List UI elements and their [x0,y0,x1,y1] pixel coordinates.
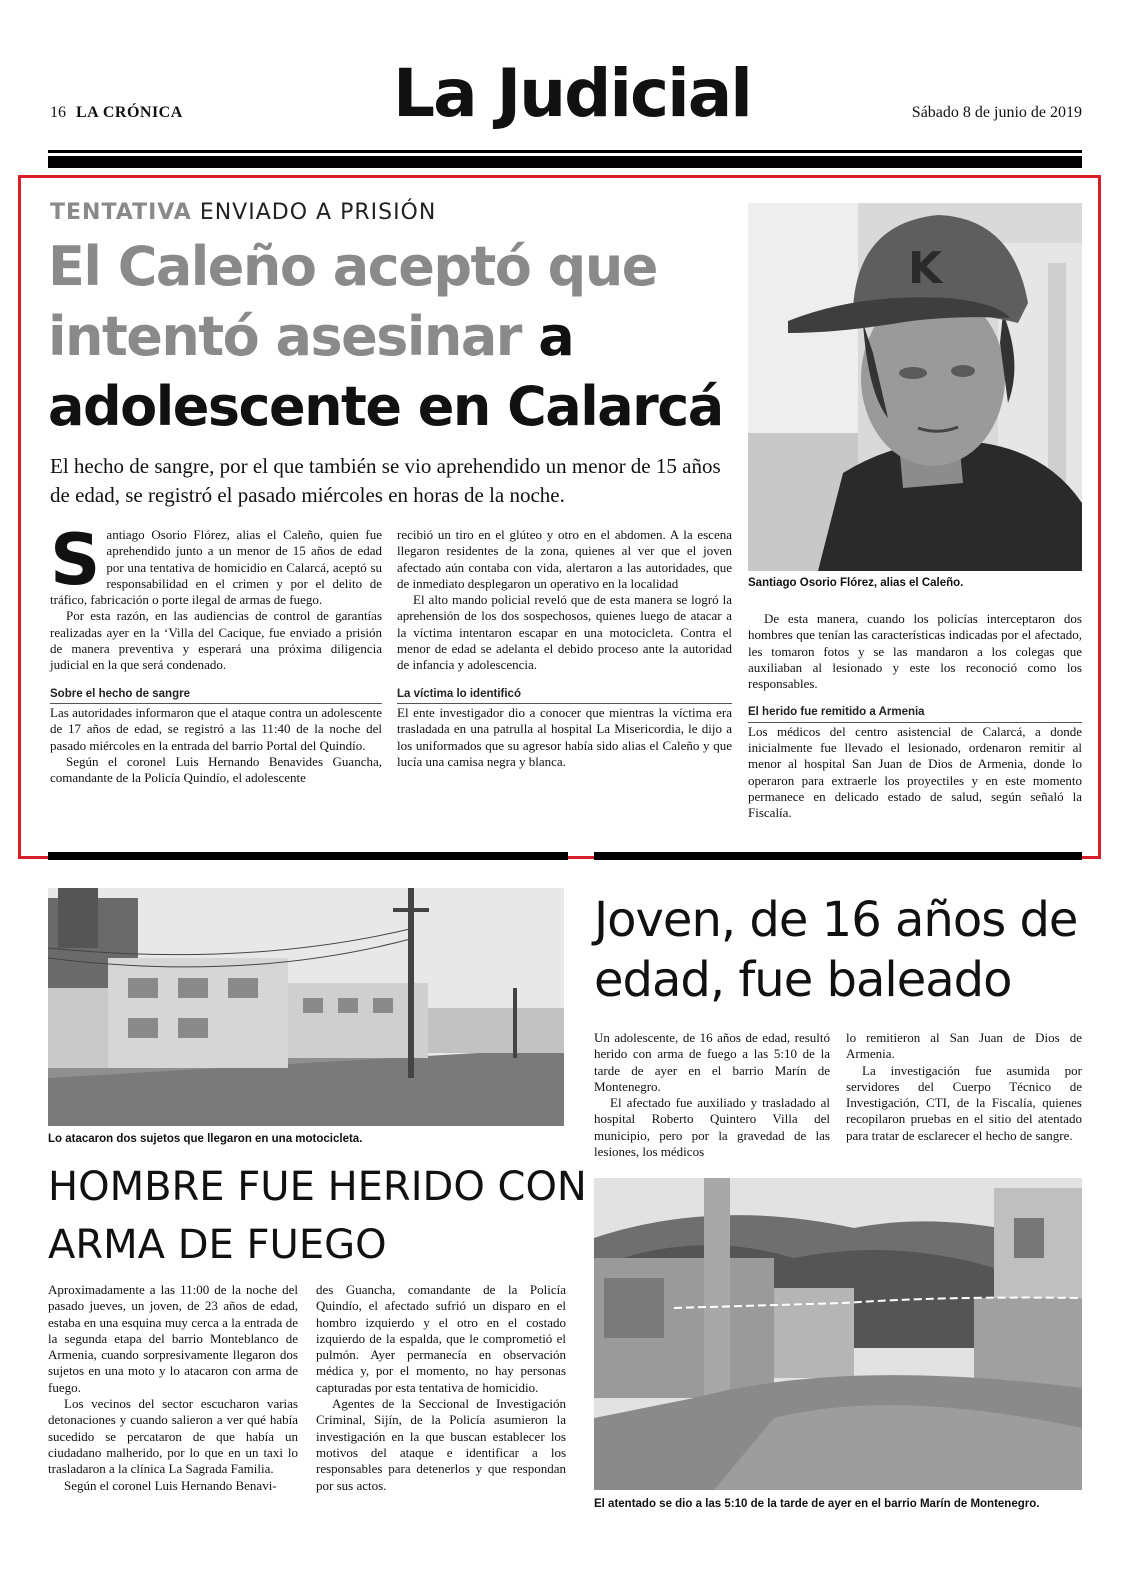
story2-paragraph: Según el coronel Luis Hernando Benavi- [64,1477,277,1493]
page-number: 16 [50,104,66,121]
headline-gray-part: El Caleño aceptó que intentó asesinar [48,235,657,368]
story3-column-1 [594,1030,830,1160]
story1-paragraph: Los médicos del centro asistencial de Calarcá, a donde inicialmente fue llevado el lesionado, ordenaron remitir al menor al hospital San Juan de Dios de Armenia, donde lo operaron para extraerle los proyectiles y en este momento permanece en delicado estado de salud, según señaló la Fiscalía. [748,723,1082,821]
crime-scene-illustration [594,1178,1082,1490]
story2-paragraph: Los vecinos del sector escucharon varias detonaciones y cuando salieron a ver qué había sucedido se percataron de que había un ciudadano malherido, por lo que en un taxi lo trasladaron a la clínica La Sagrada Familia. [48,1396,298,1477]
story1-paragraph: Las autoridades informaron que el ataque contra un adolescente de 17 años de edad, se registró a las 11:40 de la noche del pasado miércoles en la entrada del barrio Portal del Quindío. [50,704,382,753]
street-photo [48,888,564,1126]
story3-paragraph: El afectado fue auxiliado y trasladado al hospital Roberto Quintero Villa del municipio, pero por la gravedad de las lesiones, los médicos [594,1095,830,1160]
headline-dark-part: a adolescente en Calarcá [48,305,723,438]
story1-headline [48,232,748,442]
story1-subhead: El herido fue remitido a Armenia [748,704,1082,722]
story3-column-2 [846,1030,1082,1144]
story1-subhead: La víctima lo identificó [397,686,732,704]
story1-paragraph: Por esta razón, en las audiencias de control de garantías realizadas ayer en la ‘Villa del Cacique, fue enviado a prisión de manera preventiva y esperará una próxima diligencia judicial en la que será condenado. [50,608,382,673]
story2-column-1 [48,1282,298,1494]
story1-paragraph: El ente investigador dio a conocer que mientras la víctima era trasladada en una patrulla al hospital La Misericordia, le dijo a los uniformados que su agresor había sido alias el Caleño y que lucía una camisa negra y blanca. [397,704,732,769]
kicker-label: TENTATIVA [50,200,192,225]
story3-paragraph: Un adolescente, de 16 años de edad, resultó herido con arma de fuego a las 5:10 de la tarde de ayer en el barrio Marín de Montenegro. [594,1030,830,1094]
story3-paragraph: lo remitieron al San Juan de Dios de Armenia. [846,1030,1082,1062]
issue-date: Sábado 8 de junio de 2019 [911,104,1082,121]
story2-paragraph: Aproximadamente a las 11:00 de la noche del pasado jueves, un joven, de 23 años de edad, estaba en una esquina muy cerca a la entrada de la segunda etapa del barrio Monteblanco de Armenia, cuando sorpresivamente llegaron dos sujetos en una moto y lo atacaron con arma de fuego. [48,1282,298,1395]
story1-paragraph: antiago Osorio Flórez, alias el Caleño, quien fue aprehendido junto a un menor de 15 años de edad por una tentativa de homicidio en Calarcá, aceptó su responsabilidad en el crimen y por el delito de tráfico, fabricación o porte ilegal de armas de fuego. [50,527,382,608]
story1-paragraph: Según el coronel Luis Hernando Benavides Guancha, comandante de la Policía Quindío, el adolescente [50,753,382,786]
story3-headline: Joven, de 16 años de edad, fue baleado [594,892,1078,1008]
story2-paragraph: des Guancha, comandante de la Policía Quindío, el afectado sufrió un disparo en el hombro izquierdo y el otro en el costado izquierdo de la espalda, que le comprometió el pulmón. Ayer permanecía en observación médica y, por el momento, no hay personas capturadas por esta tentativa de homicidio. [316,1282,566,1395]
story1-column-3 [748,611,1082,822]
story1-paragraph: recibió un tiro en el glúteo y otro en el abdomen. A la escena llegaron residentes de la zona, quienes al ver que el joven afectado aún contaba con vida, alertaron a las autoridades, que de inmediato desplegaron un operativo en la localidad [397,527,732,591]
header-rule-thin [48,150,1082,153]
street-photo-caption: Lo atacaron dos sujetos que llegaron en una motocicleta. [48,1133,363,1145]
story2-column-2 [316,1282,566,1494]
section-rule-right [594,852,1082,860]
story1-paragraph: De esta manera, cuando los policías interceptaron dos hombres que tenían las características indicadas por el afectado, les tomaron fotos y se las mandaron a los colegas que auxiliaban al lesionado y este los reconoció como los responsables. [748,611,1082,692]
kicker-text: ENVIADO A PRISIÓN [199,200,437,225]
story3-paragraph: La investigación fue asumida por servidores del Cuerpo Técnico de Investigación, CTI, de la Fiscalía, quienes recopilaron pruebas en el sitio del atentado para tratar de esclarecer el hecho de sangre. [846,1062,1082,1143]
suspect-photo-caption: Santiago Osorio Flórez, alias el Caleño. [748,577,964,589]
story1-dek: El hecho de sangre, por el que también se vio aprehendido un menor de 15 años de edad, se registró el pasado miércoles en horas de la noche. [50,454,721,507]
section-title: La Judicial [393,55,751,132]
section-rule-left [48,852,568,860]
publication-name: LA CRÓNICA [76,104,183,121]
story1-subhead: Sobre el hecho de sangre [50,686,382,704]
suspect-photo [748,203,1082,571]
crime-scene-photo [594,1178,1082,1490]
dropcap-letter: S [50,519,101,601]
header-rule-thick [48,156,1082,168]
story1-kicker [50,200,436,225]
story2-paragraph: Agentes de la Seccional de Investigación Criminal, Sijín, de la Policía asumieron la investigación en la que buscan establecer los motivos del ataque e identificar a los responsables para detenerlos y que respondan por sus actos. [316,1396,566,1493]
story1-column-2 [397,527,732,770]
crime-scene-caption: El atentado se dio a las 5:10 de la tarde de ayer en el barrio Marín de Montenegro. [594,1498,1040,1510]
story2-headline: HOMBRE FUE HERIDO CON ARMA DE FUEGO [48,1164,587,1268]
street-photo-illustration [48,888,564,1126]
svg-text:K: K [908,243,943,294]
suspect-photo-illustration [748,203,1082,571]
story1-paragraph: El alto mando policial reveló que de esta manera se logró la aprehensión de los dos sospechosos, quienes luego de atacar a la víctima intentaron escapar en una motocicleta. Contra el menor de edad se adelanta el debido proceso ante la autoridad de infancia y adolescencia. [397,592,732,673]
story1-column-1 [50,519,382,786]
